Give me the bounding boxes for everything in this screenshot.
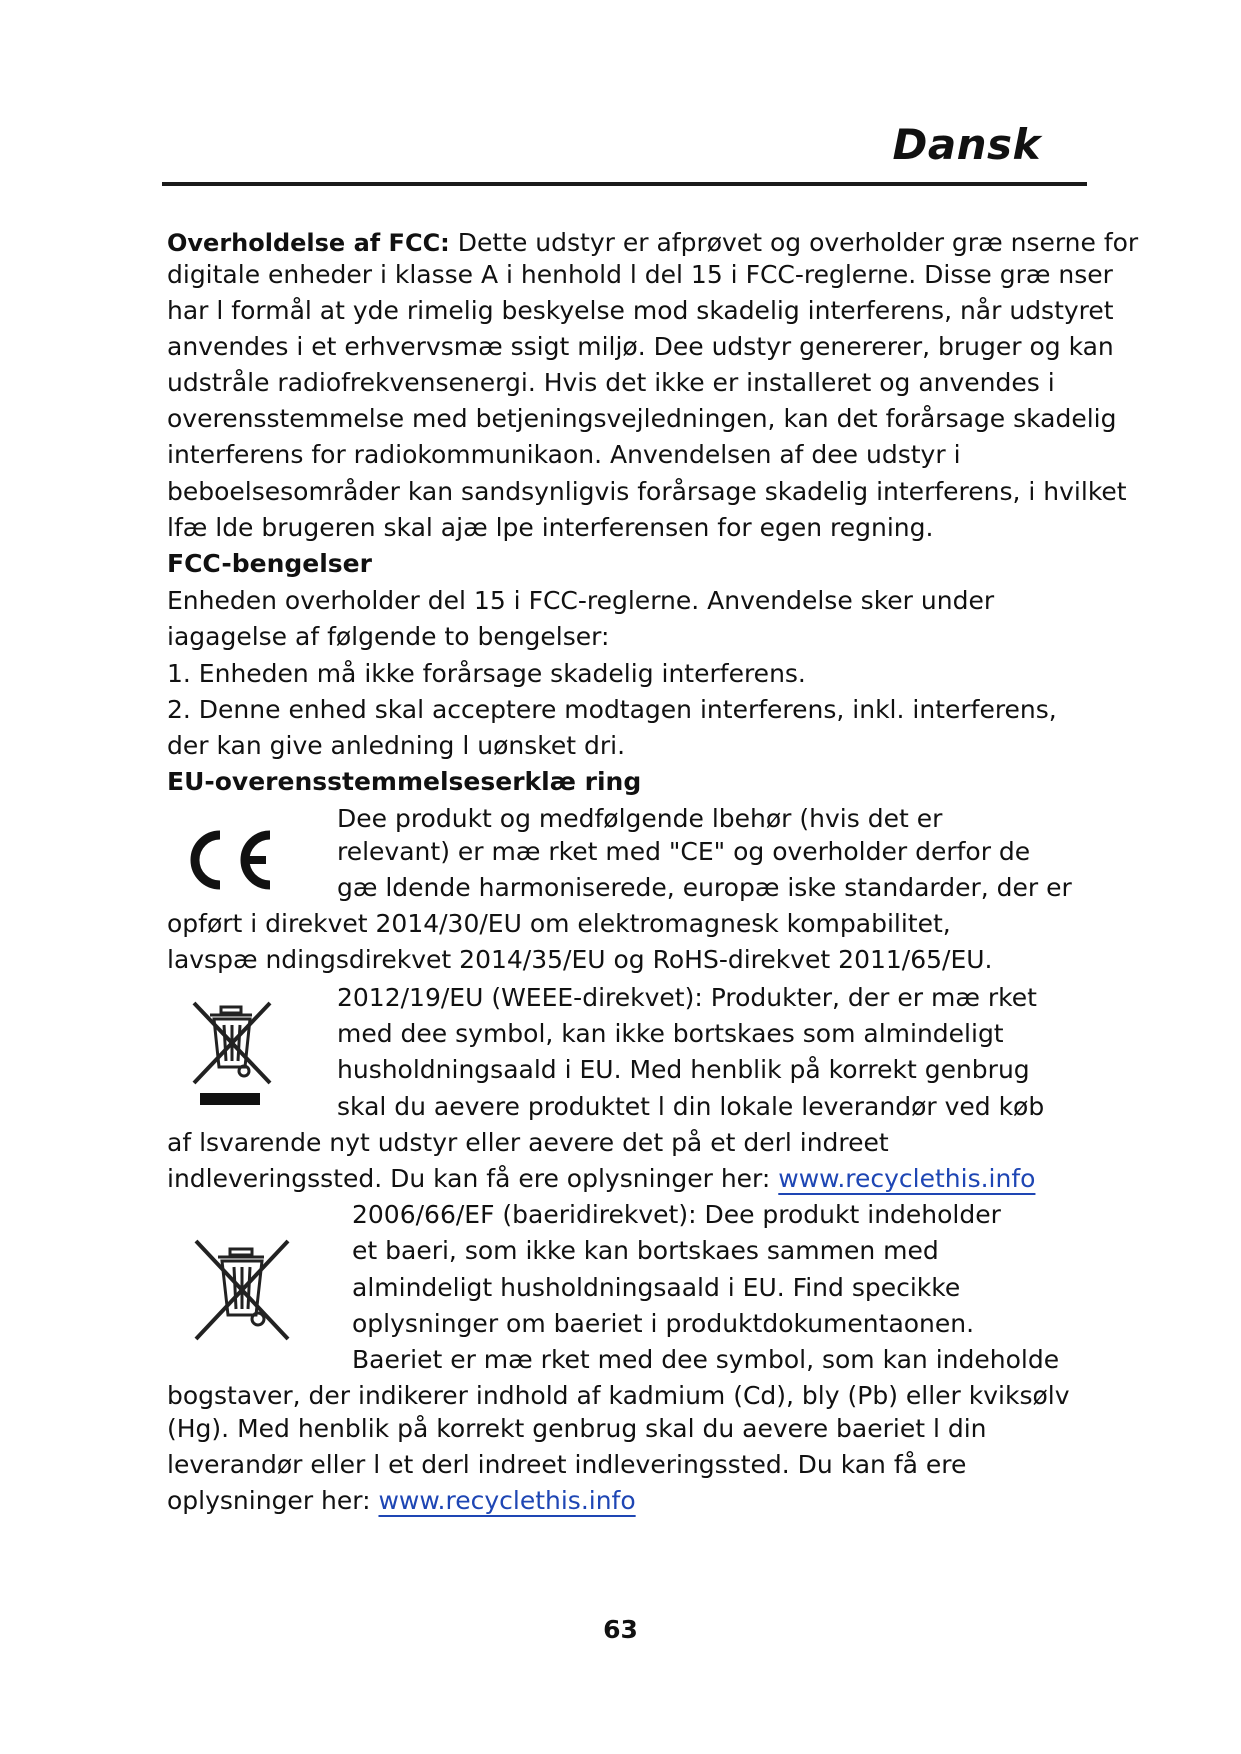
eu-declaration-heading: EU-overensstemmelseserklæ ring — [167, 767, 642, 796]
fcc-line-0 — [167, 225, 1138, 261]
ce-line-2: gæ ldende harmoniserede, europæ iske standarder, der er — [337, 873, 1072, 902]
weee-line-2: husholdningsaald i EU. Med henblik på korrekt genbrug — [337, 1055, 1030, 1084]
battery-line-5: bogstaver, der indikerer indhold af kadmium (Cd), bly (Pb) eller kviksølv — [167, 1381, 1070, 1410]
fcc-line-4: udstråle radiofrekvensenergi. Hvis det ikke er installeret og anvendes i — [167, 368, 1055, 397]
page-language-title: Dansk — [892, 120, 1041, 169]
fcc-conditions-line-2: 1. Enheden må ikke forårsage skadelig interferens. — [167, 659, 806, 688]
battery-recycle-link[interactable]: www.recyclethis.info — [378, 1486, 636, 1515]
battery-line-1: et baeri, som ikke kan bortskaes sammen med — [352, 1236, 939, 1265]
battery-line-2: almindeligt husholdningsaald i EU. Find specikke — [352, 1273, 961, 1302]
weee-line-5 — [167, 1161, 1035, 1197]
fcc-conditions-line-4: der kan give anledning l uønsket dri. — [167, 731, 626, 760]
fcc-heading: Overholdelse af FCC: — [167, 229, 450, 257]
page-number: 63 — [603, 1615, 638, 1644]
weee-line-0: 2012/19/EU (WEEE-direkvet): Produkter, der er mæ rket — [337, 983, 1037, 1012]
battery-last-text: oplysninger her: — [167, 1486, 379, 1515]
battery-line-3: oplysninger om baeriet i produktdokumentaonen. — [352, 1309, 975, 1338]
ce-line-4: lavspæ ndingsdirekvet 2014/35/EU og RoHS-direkvet 2011/65/EU. — [167, 945, 993, 974]
fcc-line-6: interferens for radiokommunikaon. Anvendelsen af dee udstyr i — [167, 440, 961, 469]
fcc-conditions-line-0: Enheden overholder del 15 i FCC-reglerne. Anvendelse sker under — [167, 586, 995, 615]
weee-recycle-link[interactable]: www.recyclethis.info — [778, 1164, 1036, 1193]
battery-line-8 — [167, 1483, 636, 1519]
weee-crossed-bin-icon — [188, 995, 283, 1110]
fcc-conditions-line-1: iagagelse af følgende to bengelser: — [167, 622, 610, 651]
weee-line-3: skal du aevere produktet l din lokale leverandør ved køb — [337, 1092, 1045, 1121]
header-divider — [162, 182, 1087, 186]
fcc-line-3: anvendes i et erhvervsmæ ssigt miljø. Dee udstyr genererer, bruger og kan — [167, 332, 1114, 361]
fcc-conditions-heading: FCC-bengelser — [167, 549, 372, 578]
weee-line-4: af lsvarende nyt udstyr eller aevere det på et derl indreet — [167, 1128, 889, 1157]
battery-crossed-bin-icon — [190, 1235, 295, 1345]
ce-line-0: Dee produkt og medfølgende lbehør (hvis det er — [337, 804, 943, 833]
ce-mark-icon — [180, 825, 280, 895]
fcc-line-5: overensstemmelse med betjeningsvejledningen, kan det forårsage skadelig — [167, 404, 1117, 433]
ce-line-3: opført i direkvet 2014/30/EU om elektromagnesk kompabilitet, — [167, 909, 951, 938]
battery-line-0: 2006/66/EF (baeridirekvet): Dee produkt indeholder — [352, 1200, 1001, 1229]
weee-last-text: indleveringssted. Du kan få ere oplysninger her: — [167, 1164, 779, 1193]
fcc-text-0: Dette udstyr er afprøvet og overholder græ nserne for — [457, 228, 1139, 257]
fcc-conditions-line-3: 2. Denne enhed skal acceptere modtagen interferens, inkl. interferens, — [167, 695, 1057, 724]
fcc-line-7: beboelsesområder kan sandsynligvis forårsage skadelig interferens, i hvilket — [167, 477, 1127, 506]
battery-line-6: (Hg). Med henblik på korrekt genbrug skal du aevere baeriet l din — [167, 1414, 987, 1443]
battery-line-7: leverandør eller l et derl indreet indleveringssted. Du kan få ere — [167, 1450, 967, 1479]
fcc-line-1: digitale enheder i klasse A i henhold l del 15 i FCC-reglerne. Disse græ nser — [167, 260, 1113, 289]
fcc-line-2: har l formål at yde rimelig beskyelse mod skadelig interferens, når udstyret — [167, 296, 1114, 325]
fcc-line-8: lfæ lde brugeren skal ajæ lpe interferensen for egen regning. — [167, 513, 934, 542]
weee-line-1: med dee symbol, kan ikke bortskaes som almindeligt — [337, 1019, 1004, 1048]
ce-line-1: relevant) er mæ rket med "CE" og overholder derfor de — [337, 837, 1031, 866]
battery-line-4: Baeriet er mæ rket med dee symbol, som kan indeholde — [352, 1345, 1060, 1374]
